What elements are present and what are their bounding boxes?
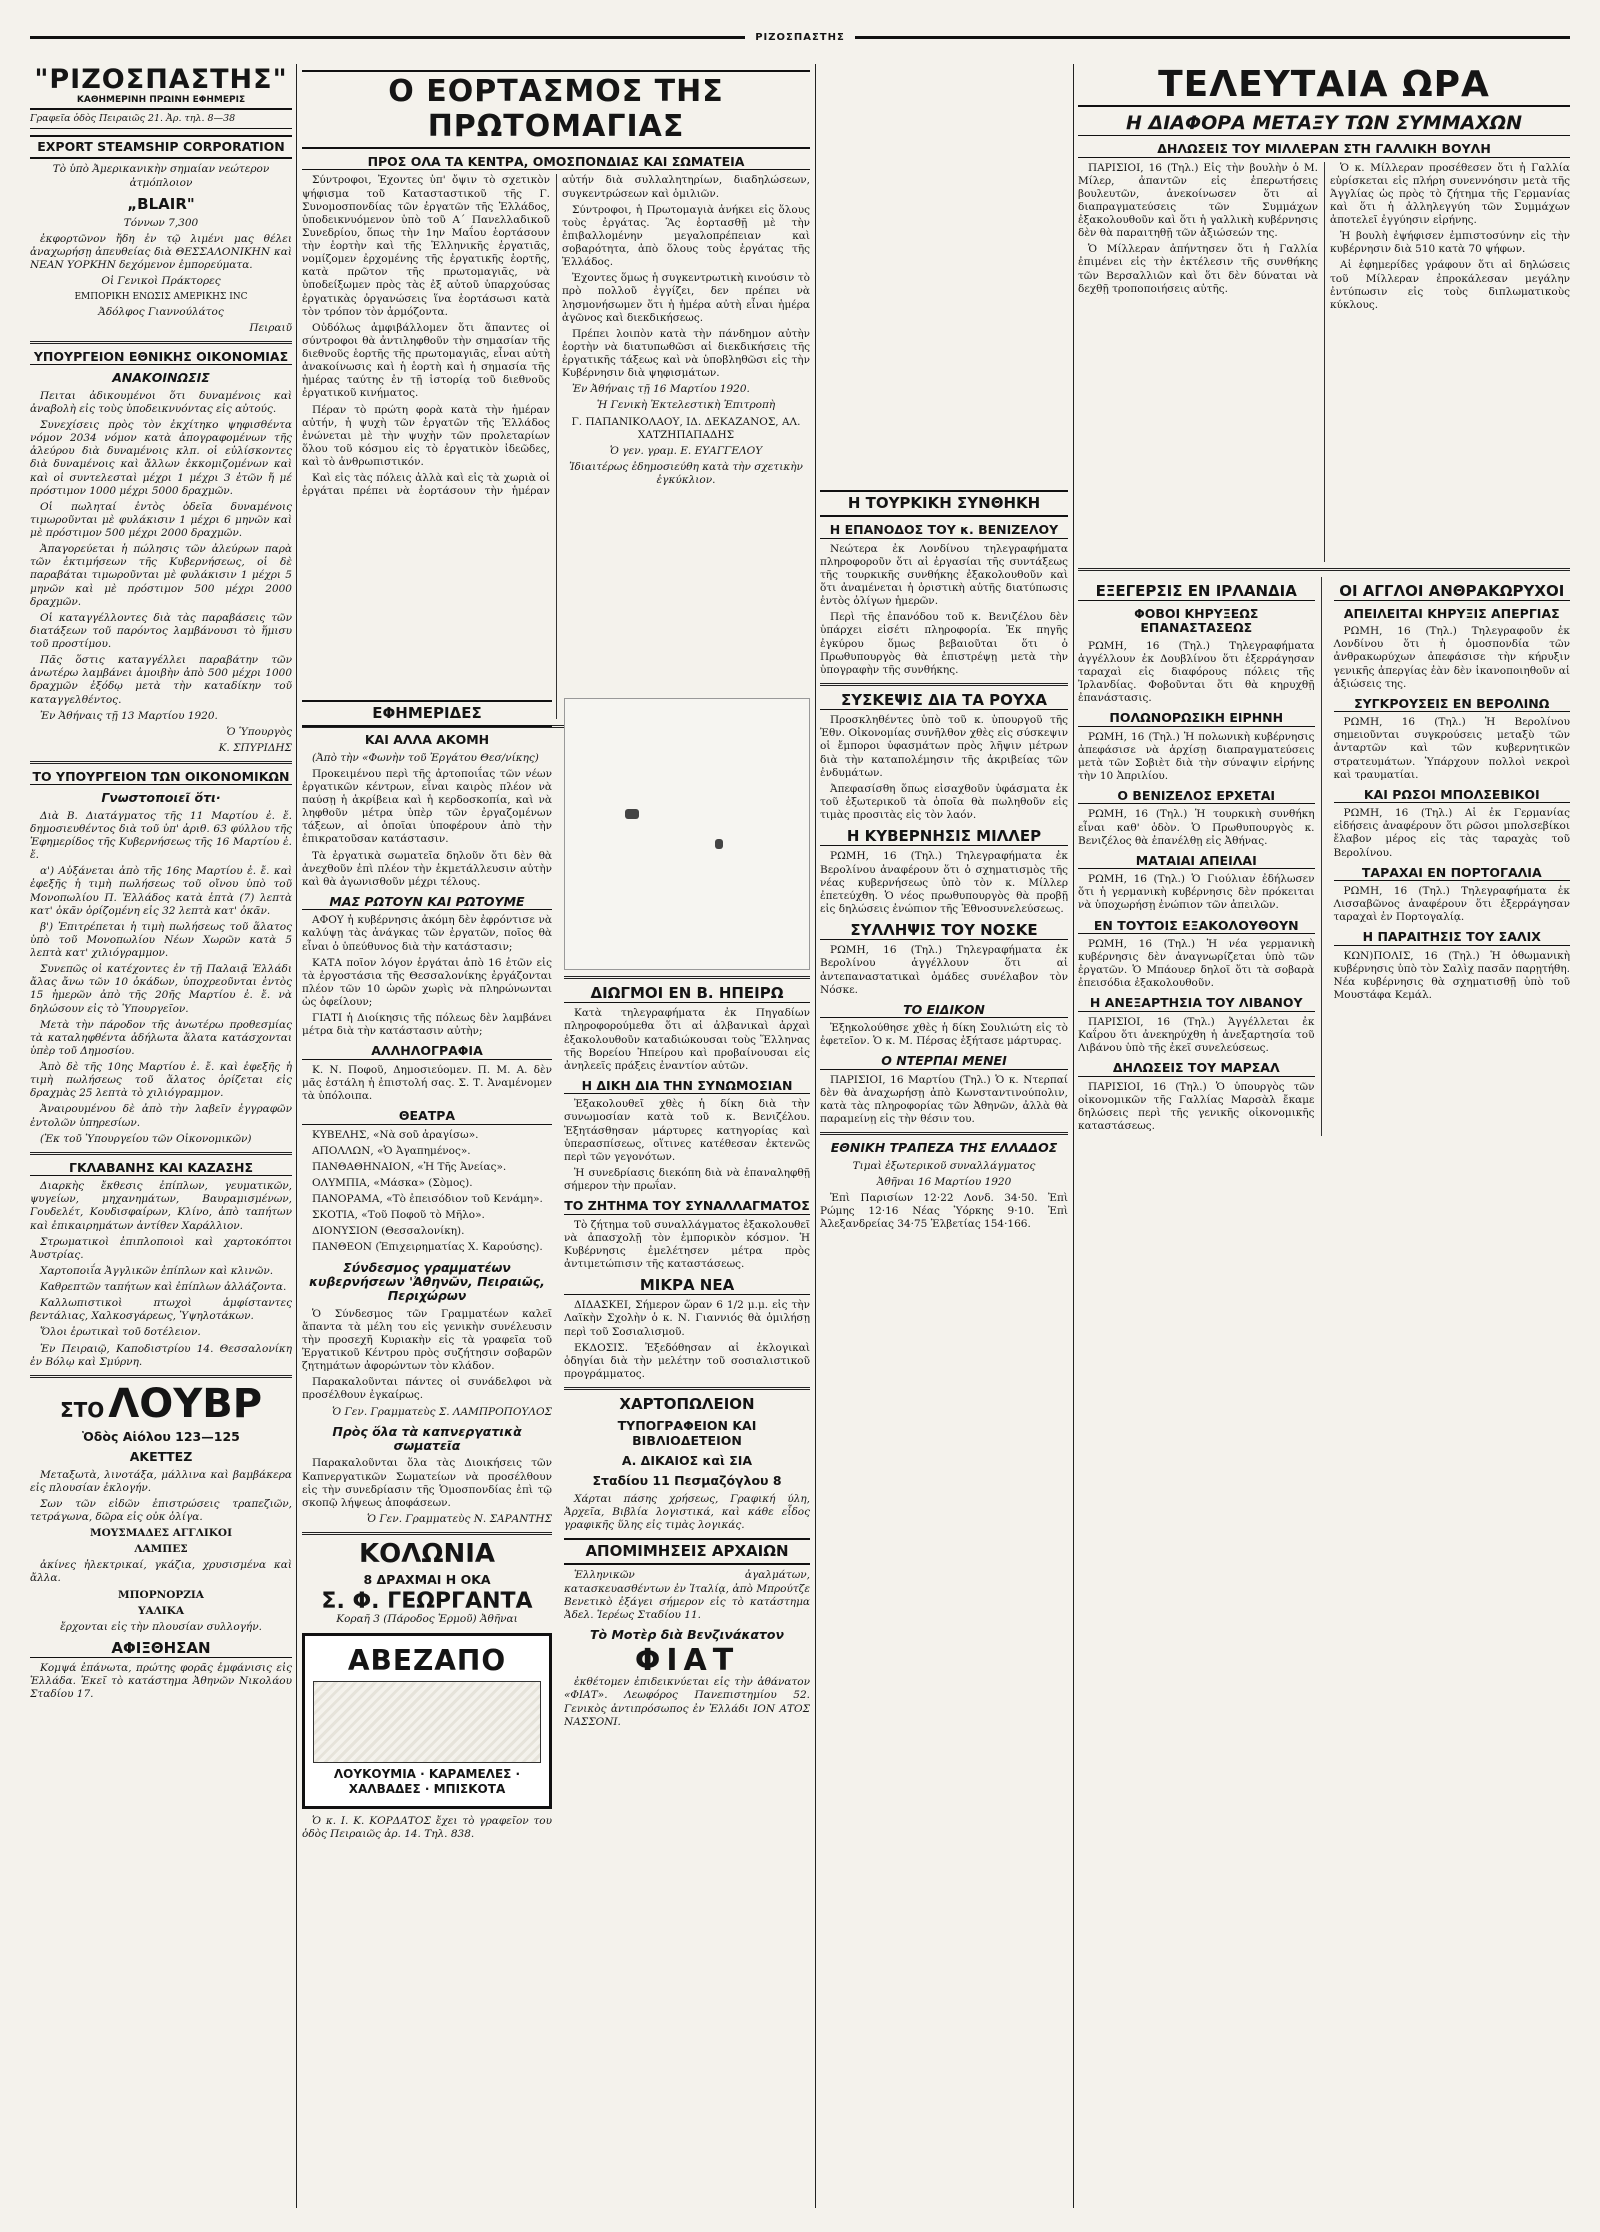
section-continue-title: ΕΝ ΤΟΥΤΟΙΣ ΕΞΑΚΟΛΟΥΘΟΥΝ	[1078, 919, 1315, 934]
ad-louvre-item: ΛΑΜΠΕΣ	[134, 1543, 188, 1556]
bolsheviks-paragraph: ΡΩΜΗ, 16 (Τηλ.) Αἱ ἐκ Γερμανίας εἰδήσεις ἀναφέρουν ὅτι ρῶσοι μπολσεβίκοι ἔλαβον μέρος εἰς τὰς ταραχὰς τοῦ Βερολίνου.	[1333, 807, 1570, 859]
bank-title: ΕΘΝΙΚΗ ΤΡΑΠΕΖΑ ΤΗΣ ΕΛΛΑΔΟΣ	[830, 1140, 1058, 1156]
ad-stationery-address: Σταδίου 11 Πεσμαζόγλου 8	[592, 1473, 782, 1489]
theatre-listing: ΠΑΝΘΕΟΝ (Ἐπιχειρηματίας Χ. Καρούσης).	[312, 1241, 543, 1254]
ad-louvre-text: ἀκίνες ἠλεκτρικαί, γκάζια, χρυσισμένα καὶ ἄλλα.	[30, 1559, 292, 1585]
ad-louvre-address: Ὁδὸς Αἰόλου 123—125	[82, 1428, 240, 1444]
theatre-listing: ΔΙΟΝΥΣΙΟΝ (Θεσσαλονίκη).	[312, 1225, 465, 1238]
late-news-right	[1334, 577, 1571, 1137]
lebanon-paragraph: ΠΑΡΙΣΙΟΙ, 16 (Τηλ.) Ἀγγέλλεται ἐκ Καΐρου ὅτι ἀνεκηρύχθη ἡ ἀνεξαρτησία τοῦ Λιβάνου ὑπὸ τῆς ἐκεῖ συνελεύσεως.	[1078, 1015, 1315, 1055]
section-persecutions-title: ΔΙΩΓΜΟΙ ΕΝ Β. ΗΠΕΙΡΩ	[564, 985, 810, 1003]
article-paragraph: Οὐδόλως ἀμφιβάλλομεν ὅτι ἅπαντες οἱ σύντροφοι θὰ ἀντιληφθοῦν τὴν σημασίαν τῆς διεθνοῦς ἑορτῆς τῆς πρωτομαγιᾶς, εἶναι αὐτὴ ἀνακοίνωσις καὶ ἡ ἑορτὴ καὶ ἡ σημασία τῆς ἡμέρας ταύτης ἐν τῇ ἱστορίᾳ τοῦ διεθνοῦς ἐργατικοῦ κινήματος.	[302, 321, 550, 400]
section-bolsheviks-title: ΚΑΙ ΡΩΣΟΙ ΜΠΟΛΣΕΒΙΚΟΙ	[1334, 788, 1571, 803]
ad-louvre-item: ΜΠΟΡΝΟΡΖΙΑ	[118, 1588, 204, 1601]
tobacco-paragraph: Παρακαλοῦνται ὅλα τὰς Διοικήσεις τῶν Καπνεργατικῶν Σωματείων νὰ προσέλθουν εἰς τὴν συνεδρίασιν τῆς Ὁμοσπονδίας ἐπὶ τῷ σκοπῷ λήψεως ἀποφάσεων.	[302, 1457, 552, 1509]
article-date: Ἐν Ἀθήναις τῇ 16 Μαρτίου 1920.	[572, 383, 750, 396]
section-turkish-treaty-subtitle: Η ΕΠΑΝΟΔΟΣ ΤΟΥ κ. ΒΕΝΙΖΕΛΟΥ	[820, 523, 1068, 538]
bank-date: Ἀθῆναι 16 Μαρτίου 1920	[876, 1175, 1012, 1188]
ad-arrivals-title: ΑΦΙΞΘΗΣΑΝ	[30, 1640, 292, 1658]
ad-export-company: ΕΜΠΟΡΙΚΗ ΕΝΩΣΙΣ ΑΜΕΡΙΚΗΣ ΙΝC	[74, 291, 248, 302]
ministry2-paragraph: Διὰ Β. Διατάγματος τῆς 11 Μαρτίου ἐ. ἔ. δημοσιευθέντος διὰ τοῦ ὑπ' ἀριθ. 63 φύλλου τῆς Ἐφημερίδος τῆς Κυβερνήσεως τῆς 16 Μαρτίου ἐ. ἔ.	[30, 809, 292, 862]
ad-export-body: ἐκφορτῶνον ἤδη ἐν τῷ λιμένι μας θέλει ἀναχωρήσῃ ἀπευθείας διὰ ΘΕΣΣΑΛΟΝΙΚΗΝ καὶ ΝΕΑΝ ΥΟΡΚΗΝ δεχόμενον ἐμπορεύματα.	[30, 233, 292, 272]
marshal-paragraph: ΠΑΡΙΣΙΟΙ, 16 (Τηλ.) Ὁ ὑπουργὸς τῶν οἰκονομικῶν τῆς Γαλλίας Μαρσὰλ ἔκαμε δηλώσεις περὶ τῆς γενικῆς οἰκονομικῆς καταστάσεως.	[1078, 1080, 1315, 1132]
allies-headline: Η ΔΙΑΦΟΡΑ ΜΕΤΑΞΥ ΤΩΝ ΣΥΜΜΑΧΩΝ	[1078, 113, 1570, 136]
ad-abezapo-items: ΛΟΥΚΟΥΜΙΑ · ΚΑΡΑΜΕΛΕΣ · ΧΑΛΒΑΔΕΣ · ΜΠΙΣΚΟΤΑ	[333, 1766, 521, 1797]
special-paragraph: Ἐξηκολούθησε χθὲς ἡ δίκη Σουλιώτη εἰς τὸ ἐφετεῖον. Ὁ κ. Μ. Πέρσας ἐξήτασε μάρτυρας.	[820, 1022, 1068, 1048]
ad-stationery-name: Α. ΔΙΚΑΙΟΣ καὶ ΣΙΑ	[621, 1453, 753, 1468]
section-berlin-title: ΣΥΓΚΡΟΥΣΕΙΣ ΕΝ ΒΕΡΟΛΙΝΩ	[1334, 697, 1571, 712]
ad-kolonia-address: Κοραῆ 3 (Πάροδος Ἑρμοῦ) Ἀθῆναι	[336, 1613, 518, 1626]
ad-stationery-title: ΧΑΡΤΟΠΩΛΕΙΟΝ	[619, 1395, 755, 1413]
newspapers-source: (Ἀπὸ τὴν «Φωνὴν τοῦ Ἐργάτου Θεσ/νίκης)	[312, 751, 539, 764]
ad-stationery-text: Χάρται πάσης χρήσεως, Γραφική ύλη, Ἀρχεῖα, Βιβλία λογιστικά, καὶ κάθε εἶδος γραφικῆς ὕλης εἰς τιμὰς λογικάς.	[564, 1492, 810, 1531]
section-derpai-title: Ο ΝΤΕΡΠΑΙ ΜΕΝΕΙ	[820, 1054, 1068, 1069]
questions-paragraph: ΓΙΑΤΙ ἡ Διοίκησις τῆς πόλεως δὲν λαμβάνει μέτρα διὰ τὴν κατάστασιν αὐτὴν;	[302, 1012, 552, 1038]
ministry2-source: (Ἐκ τοῦ Ὑπουργείου τῶν Οἰκονομικῶν)	[40, 1132, 252, 1145]
secretaries-paragraph: Ὁ Σύνδεσμος τῶν Γραμματέων καλεῖ ἅπαντα τὰ μέλη του εἰς γενικὴν συνέλευσιν τὴν προσεχῆ Κυριακὴν εἰς τὰ γραφεῖα τοῦ Ἐργατικοῦ Κέντρου πρὸς συζήτησιν σοβαρῶν ζητημάτων ἀφορώντων τὸν κλάδον.	[302, 1307, 552, 1373]
section-correspondence-title: ΑΛΛΗΛΟΓΡΑΦΙΑ	[302, 1044, 552, 1059]
ad-export-tons: Τόννων 7,300	[123, 216, 199, 229]
secretaries-signature: Ὁ Γεν. Γραμματεὺς Σ. ΛΑΜΠΡΟΠΟΥΛΟΣ	[332, 1405, 552, 1418]
questions-paragraph: ΚΑΤΑ ποῖον λόγον ἐργάται ἀπὸ 16 ἐτῶν εἰς τὰ ἐργοστάσια τῆς Θεσσαλονίκης ἐργάζονται πλέον τῶν 10 ὡρῶν χωρὶς νὰ πληρώνωνται ὡς ὀφείλουν;	[302, 956, 552, 1008]
theatre-listing: ΠΑΝΟΡΑΜΑ, «Τὸ ἐπεισόδιον τοῦ Κενάμη».	[312, 1193, 543, 1205]
section-clothing-title: ΣΥΣΚΕΨΙΣ ΔΙΑ ΤΑ ΡΟΥΧΑ	[820, 692, 1068, 710]
trial-paragraph: Ἡ συνεδρίασις διεκόπη διὰ νὰ ἐπαναληφθῇ σήμερον τὴν πρωΐαν.	[564, 1166, 810, 1192]
section-threats-title: ΜΑΤΑΙΑΙ ΑΠΕΙΛΑΙ	[1078, 854, 1315, 869]
photograph	[564, 698, 810, 970]
allies-paragraph: Ὁ Μίλλεραν ἀπήντησεν ὅτι ἡ Γαλλία ἐπιμένει εἰς τὴν ἐκτέλεσιν τῆς συνθήκης τῶν Βερσαλλιῶν καὶ ὅτι δὲν δύναται νὰ δεχθῇ τροποποιήσεις αὐτῆς.	[1078, 243, 1318, 295]
allies-paragraph: ΠΑΡΙΣΙΟΙ, 16 (Τηλ.) Εἰς τὴν βουλὴν ὁ Μ. Μίλερ, ἀπαντῶν εἰς ἐπερωτήσεις βουλευτῶν, ἀνεκοίνωσεν ὅτι αἱ διαπραγματεύσεις τῶν Συμμάχων ἐξακολουθοῦν καὶ ὅτι ἡ γαλλικὴ κυβέρνησις δὲν θὰ παραιτηθῇ τῶν ἀξιώσεών της.	[1078, 161, 1318, 240]
article-signature-secretary: Ὁ γεν. γραμ. Ε. ΕΥΑΓΓΕΛΟΥ	[609, 444, 763, 457]
ministry1-title: ΥΠΟΥΡΓΕΙΟΝ ΕΘΝΙΚΗΣ ΟΙΚΟΝΟΜΙΑΣ	[30, 350, 292, 365]
allies-paragraph: Ἡ βουλὴ ἐψήφισεν ἐμπιστοσύνην εἰς τὴν κυβέρνησιν διὰ 510 κατὰ 70 ψήφων.	[1330, 230, 1570, 256]
ministry1-paragraph: Πᾶς ὅστις καταγγέλλει παραβάτην τῶν ἀνωτέρω λαμβάνει ἀμοιβὴν ἀπὸ 500 μέχρι 1000 δραχμῶν ἐξόδῳ μετὰ τὴν καταδίκην τοῦ καταγγελθέντος.	[30, 654, 292, 706]
section-exchange-title: ΤΟ ΖΗΤΗΜΑ ΤΟΥ ΣΥΝΑΛΛΑΓΜΑΤΟΣ	[564, 1198, 810, 1214]
ad-louvre-text: ἔρχονται εἰς τὴν πλουσίαν συλλογήν.	[60, 1620, 262, 1633]
threats-paragraph: ΡΩΜΗ, 16 (Τηλ.) Ὁ Γιούλιαν ἐδήλωσεν ὅτι ἡ γερμανικὴ κυβέρνησις δὲν πρόκειται νὰ ὑποχωρήσῃ ἐνώπιον τῶν ἀπειλῶν.	[1078, 873, 1315, 912]
divider	[820, 683, 1068, 686]
ad-antiques-text: Ἑλληνικῶν ἀγαλμάτων, κατασκευασθέντων ἐν Ἰταλίᾳ, ἀπὸ Μπρούτζε Βενετικὸ ἐξάγει σήμερον εἰς τὸ κατάστημα Ἀδελ. Ἱερέως Σταδίου 11.	[564, 1569, 810, 1621]
theatre-listing: ΟΛΥΜΠΙΑ, «Μάσκα» (Σὸμος).	[312, 1176, 473, 1189]
section-portugal-title: ΤΑΡΑΧΑΙ ΕΝ ΠΟΡΤΟΓΑΛΙΑ	[1334, 866, 1571, 881]
tobacco-signature: Ὁ Γεν. Γραμματεὺς Ν. ΣΑΡΑΝΤΗΣ	[367, 1512, 552, 1525]
ad-louvre-text: Μεταξωτὰ, λινοτάξα, μάλλινα καὶ βαμβάκερα εἰς πλουσίαν ἐκλογήν.	[30, 1468, 292, 1494]
ad-fiat-top: Τὸ Μοτὲρ διὰ Βενζινάκατον	[589, 1626, 785, 1642]
column-2	[302, 64, 810, 2208]
continue-paragraph: ΡΩΜΗ, 16 (Τηλ.) Ἡ νέα γερμανικὴ κυβέρνησις δὲν ἀναγνωρίζεται ὑπὸ τῶν ἐργατῶν. Ὁ Μπάουερ δηλοῖ ὅτι τὰ σοβαρὰ ἐπεισόδια ἐξακολουθοῦν.	[1078, 937, 1315, 990]
ad-kolonia-price: 8 ΔΡΑΧΜΑΙ Η ΟΚΑ	[363, 1572, 491, 1587]
ad-louvre-name: ΛΟΥΒΡ	[108, 1380, 263, 1427]
ministry1-date: Ἐν Ἀθήναις τῇ 13 Μαρτίου 1920.	[40, 709, 218, 722]
clothing-paragraph: Ἀπεφασίσθη ὅπως εἰσαχθοῦν ὑφάσματα ἐκ τοῦ ἐξωτερικοῦ τὰ ὁποῖα θὰ πωληθοῦν εἰς τιμὰς προσιτὰς εἰς τὸν λαόν.	[820, 782, 1068, 821]
ad-louvre-subtitle: ΑΚΕΤΤΕΖ	[129, 1449, 193, 1465]
ad-louvre-text: Σων τῶν εἰδῶν ἐπιστρώσεις τραπεζιῶν, τετράγωνα, δῶρα εἰς οὐκ ὀλίγα.	[30, 1497, 292, 1523]
ad-fiat-text: ἐκθέτομεν ἐπιδεικνύεται εἰς τὴν ἀθάνατον «ΦΙΑΤ». Λεωφόρος Πανεπιστημίου 52. Γενικὸς ἀντιπρόσωπος ἐν Ἑλλάδι ΙΟΝ ΑΤΟΣ ΝΑΣΣΟΝΙ.	[564, 1676, 810, 1728]
ministry1-subtitle: ΑΝΑΚΟΙΝΩΣΙΣ	[112, 370, 210, 386]
section-miners-title: ΟΙ ΑΓΓΛΟΙ ΑΝΘΡΑΚΩΡΥΧΟΙ	[1334, 583, 1571, 601]
divider	[820, 1132, 1068, 1135]
ad-export-person: Ἀδόλφος Γιαννούλάτος	[98, 305, 224, 318]
column-1	[30, 64, 292, 2208]
article-signature-title: Ἡ Γενικὴ Ἐκτελεστικὴ Ἐπιτροπὴ	[596, 399, 776, 412]
derpai-paragraph: ΠΑΡΙΣΙΟΙ, 16 Μαρτίου (Τηλ.) Ὁ κ. Ντερπαί δὲν θὰ ἀναχωρήσῃ ἀπὸ Κωνσταντινούπολιν, κατὰ τὰς πληροφορίας τῶν Ἀθηνῶν, ἀλλὰ θὰ παραμείνῃ εἰς τὴν θέσιν του.	[820, 1073, 1068, 1126]
turkish-treaty-paragraph: Περὶ τῆς ἐπανόδου τοῦ κ. Βενιζέλου δὲν ὑπάρχει εἰσέτι πληροφορία. Ἐκ πηγῆς ἐγκύρου ὅμως βεβαιοῦται ὅτι ὁ Πρωθυπουργὸς θὰ ἐπιστρέψῃ μετὰ τὴν ὑπογραφὴν τῆς συνθήκης.	[820, 611, 1068, 676]
ministry2-paragraph: Ἀπὸ δὲ τῆς 10ης Μαρτίου ἐ. ἔ. καὶ ἐφεξῆς ἡ τιμὴ πωλήσεως τοῦ ἅλατος ὁρίζεται εἰς δραχμὰς 25 λεπτὰ τὸ χιλιόγραμμον.	[30, 1061, 292, 1100]
salih-paragraph: ΚΩΝ)ΠΟΛΙΣ, 16 (Τηλ.) Ἡ ὀθωμανικὴ κυβέρνησις ὑπὸ τὸν Σαλὶχ πασᾶν παρῃτήθη. Νέα κυβέρνησις θὰ σχηματισθῇ ὑπὸ τοῦ Μουστάφα Κεμάλ.	[1333, 949, 1570, 1002]
theatre-listing: ΚΥΒΕΛΗΣ, «Νὰ σοῦ ἀραγίσω».	[312, 1128, 479, 1141]
section-ireland-subtitle: ΦΟΒΟΙ ΚΗΡΥΞΕΩΣ ΕΠΑΝΑΣΤΑΣΕΩΣ	[1134, 605, 1259, 636]
trial-paragraph: Ἐξακολουθεῖ χθὲς ἡ δίκη διὰ τὴν συνωμοσίαν κατὰ τοῦ κ. Βενιζέλου. Ἐξητάσθησαν μάρτυρες κατηγορίας καὶ ὑπερασπίσεως, οἵτινες κατέθεσαν ἐκτενῶς περὶ τῶν γεγονότων.	[564, 1098, 810, 1163]
article-paragraph: Πέραν τὸ πρώτη φορὰ κατὰ τὴν ἡμέραν αὐτήν, ἡ ψυχὴ τῶν ἐργατῶν τῆς Ἑλλάδος ἐνώνεται μὲ τὴν ψυχὴν τῶν προλεταρίων ὅλου τοῦ κόσμου εἰς τὸ ἐργατικὸν ἰδεῶδες, καὶ τὸ ἀνθρωπιστικόν.	[302, 403, 550, 468]
theatre-listing: ΠΑΝΘΑΘΗΝΑΙΟΝ, «Ἡ Τῆς Ἀνείας».	[312, 1160, 507, 1173]
columns	[30, 64, 1570, 2208]
column-2b	[564, 694, 810, 2208]
ad-arrivals-text: Κομψά ἐπάνωτα, πρώτης φορᾶς ἐμφάνισις εἰς Ἑλλάδα. Ἐκεῖ τὸ κατάστημα Ἀθηνῶν Νικολάου Σταδίου 17.	[30, 1662, 292, 1701]
section-newspapers-subtitle: ΚΑΙ ΑΛΛΑ ΑΚΟΜΗ	[364, 732, 490, 748]
may-day-subhead: ΠΡΟΣ ΟΛΑ ΤΑ ΚΕΝΤΡΑ, ΟΜΟΣΠΟΝΔΙΑΣ ΚΑΙ ΣΩΜΑΤΕΙΑ	[302, 155, 810, 170]
ministry2-subtitle: Γνωστοποιεῖ ὅτι·	[101, 790, 221, 806]
ad-louvre-item: ΥΑΛΙΚΑ	[138, 1604, 184, 1617]
section-polish-peace-title: ΠΟΛΩΝΟΡΩΣΙΚΗ ΕΙΡΗΝΗ	[1078, 711, 1315, 726]
column-3	[820, 484, 1068, 2208]
masthead-subtitle: ΚΑΘΗΜΕΡΙΝΗ ΠΡΩΙΝΗ ΕΦΗΜΕΡΙΣ	[76, 95, 246, 105]
section-noske-arrest-title: ΣΥΛΛΗΨΙΣ ΤΟΥ ΝΟΣΚΕ	[820, 922, 1068, 940]
allies-article	[1078, 162, 1570, 562]
ad-glavanis-text: Ὅλοι ἐρωτικαὶ τοῦ δοτέλειον.	[40, 1326, 201, 1339]
ad-export-title: EXPORT STEAMSHIP CORPORATION	[30, 135, 292, 159]
ministry2-paragraph: β') Ἐπιτρέπεται ἡ τιμὴ πωλήσεως τοῦ ἅλατος ὑπὸ τοῦ Μονοπωλίου Νέων Χωρῶν κατὰ 5 λεπτὰ κατ' χιλιόγραμμον.	[30, 920, 292, 959]
running-head-title: ΡΙΖΟΣΠΑΣΤΗΣ	[755, 31, 845, 43]
section-lebanon-title: Η ΑΝΕΞΑΡΤΗΣΙΑ ΤΟΥ ΛΙΒΑΝΟΥ	[1078, 996, 1315, 1011]
noske-arrest-paragraph: ΡΩΜΗ, 16 (Τηλ.) Τηλεγραφήματα ἐκ Βερολίνου ἀγγέλλουν ὅτι αἱ ἀντεπαναστατικαὶ ὁμάδες συνέλαβον τὸν Νόσκε.	[820, 944, 1068, 996]
last-hour-banner: ΤΕΛΕΥΤΑΙΑ ΩΡΑ	[1078, 64, 1570, 107]
late-news-grid	[1078, 577, 1570, 1137]
divider	[30, 761, 292, 764]
ministry1-signature: Κ. ΣΠΥΡΙΔΗΣ	[218, 741, 292, 754]
polish-peace-paragraph: ΡΩΜΗ, 16 (Τηλ.) Ἡ πολωνικὴ κυβέρνησις ἀπεφάσισε νὰ ἀρχίσῃ διαπραγματεύσεις μετὰ τῶν Σοβιὲτ διὰ τὴν σύναψιν εἰρήνης τὴν 10 Ἀπριλίου.	[1078, 730, 1315, 782]
ad-glavanis-text: Στρωματικοὶ ἐπιπλοποιοὶ καὶ χαρτοκόπτοι Ἀυστρίας.	[30, 1235, 292, 1261]
turkish-treaty-paragraph: Νεώτερα ἐκ Λονδίνου τηλεγραφήματα πληροφοροῦν ὅτι αἱ ἐργασίαι τῆς συντάξεως τῆς τουρκικῆς συνθήκης ἐξακολουθοῦν καὶ ὅτι ἀναμένεται ἡ ὁριστικὴ αὐτῆς διατύπωσις ἐντὸς ὀλίγων ἡμερῶν.	[820, 542, 1068, 608]
ministry1-role: Ὁ Ὑπουργὸς	[226, 725, 292, 738]
ad-glavanis-text: Χαρτοποιΐα Ἀγγλικῶν ἐπίπλων καὶ κλινῶν.	[40, 1264, 274, 1277]
ministry2-paragraph: Ἀναιρουμένου δὲ ἀπὸ τὴν λαβεῖν ἐγγραφῶν ἐντολῶν ὑπηρεσίων.	[30, 1103, 292, 1129]
article-paragraph: Ἐχοντες ὅμως ἡ συγκεντρωτικὴ κινούσιν τὸ πρὸ πολλοῦ ἐγγίζει, δεν πρέπει νὰ λησμονήσωμεν ὅτι ἡ ἡμέρα αὐτὴ εἶναι ἡμέρα ἀγῶνος καὶ διεκδικήσεως.	[562, 272, 810, 324]
secretaries-paragraph: Παρακαλοῦνται πάντες οἱ συνάδελφοι νὰ προσέλθουν ἐγκαίρως.	[302, 1376, 552, 1402]
divider	[302, 1532, 552, 1535]
ad-abezapo-title: ΑΒΕΖΑΠΟ	[347, 1643, 507, 1677]
ad-kolonia-name: Σ. Φ. ΓΕΩΡΓΑΝΤΑ	[321, 1589, 533, 1615]
running-head-rule-left	[30, 36, 745, 39]
running-head	[30, 28, 1570, 46]
article-paragraph: Πρέπει λοιπὸν κατὰ τὴν πάνδημον αὐτὴν ἑορτὴν νὰ διατυπωθῶσι αἱ διεκδικήσεις τῆς ἐργατικῆς τάξεως καὶ νὰ ὑποβληθῶσι εἰς τὴν Κυβέρνησιν διὰ ψηφισμάτων.	[562, 327, 810, 380]
miners-paragraph: ΡΩΜΗ, 16 (Τηλ.) Τηλεγραφοῦν ἐκ Λονδίνου ὅτι ἡ ὁμοσπονδία τῶν ἀνθρακωρύχων ἀπεφάσισε τὴν κήρυξιν γενικῆς ἀπεργίας ἐὰν δὲν ἱκανοποιηθοῦν αἱ ἀξιώσεις της.	[1333, 625, 1570, 690]
ad-export-ship: „BLAIR"	[127, 194, 195, 213]
ad-export-text: Τὸ ὑπὸ Ἀμερικανικὴν σημαίαν νεώτερον ἀτμόπλοιον	[52, 163, 270, 189]
section-theatres-title: ΘΕΑΤΡΑ	[302, 1109, 552, 1124]
divider	[30, 341, 292, 344]
allies-subhead: ΔΗΛΩΣΕΙΣ ΤΟΥ ΜΙΛΛΕΡΑΝ ΣΤΗ ΓΑΛΛΙΚΗ ΒΟΥΛΗ	[1078, 142, 1570, 157]
ad-glavanis-text: Καθρεπτῶν ταπήτων καὶ ἐπίπλων ἀλλάζοντα.	[40, 1281, 287, 1293]
ad-louvre-title	[30, 1380, 292, 1427]
allies-paragraph: Ὁ κ. Μίλλεραν προσέθεσεν ὅτι ἡ Γαλλία εὑρίσκεται εἰς πλήρη συνεννόησιν μετὰ τῆς Ἀγγλίας ὡς πρὸς τὸ ζήτημα τῆς Γερμανίας καὶ ὅτι ἡ ἀλληλεγγύη τῶν Συμμάχων ἀποτελεῖ ἐγγύησιν εἰρήνης.	[1330, 161, 1570, 227]
section-turkish-treaty-title: Η ΤΟΥΡΚΙΚΗ ΣΥΝΘΗΚΗ	[820, 490, 1068, 517]
bank-rates: Ἐπὶ Παρισίων 12·22 Λονδ. 34·50. Ἐπὶ Ρώμης 12·16 Νέας Ὑόρκης 9·10. Ἐπὶ Ἀλεξανδρείας 34·75 Ἐλβετίας 154·166.	[820, 1191, 1068, 1231]
article-paragraph: Σύντροφοι, ἡ Πρωτομαγιὰ ἀνήκει εἰς ὅλους τοὺς ἐργάτας. Ἂς ἑορτασθῇ μὲ τὴν ἐπιβαλλομένην μεγαλοπρέπειαν καὶ σοβαρότητα, ἀπὸ ὅλους τοὺς ἐργάτας τῆς Ἑλλάδος.	[562, 203, 810, 269]
berlin-paragraph: ΡΩΜΗ, 16 (Τηλ.) Ἡ Βερολίνου σημειοῦνται συγκρούσεις μεταξὺ τῶν ἀνταρτῶν καὶ τῶν κυβερνητικῶν στρατευμάτων. Ὑπάρχουν πολλοὶ νεκροὶ καὶ τραυματίαι.	[1333, 716, 1570, 781]
ministry2-title: ΤΟ ΥΠΟΥΡΓΕΙΟΝ ΤΩΝ ΟΙΚΟΝΟΜΙΚΩΝ	[30, 770, 292, 785]
section-newspapers-title: ΕΦΗΜΕΡΙΔΕΣ	[302, 700, 552, 727]
ad-louvre-prefix: ΣΤΟ	[59, 1397, 105, 1422]
small-news-paragraph: ΕΚΔΟΣΙΣ. Ἐξεδόθησαν αἱ ἐκλογικαὶ ὁδηγίαι διὰ τὴν μελέτην τοῦ σοσιαλιστικοῦ προγράμματος.	[564, 1341, 810, 1380]
ad-export-agents: Οἱ Γενικοὶ Πράκτορες	[101, 275, 221, 288]
venizelos-paragraph: ΡΩΜΗ, 16 (Τηλ.) Ἡ τουρκικὴ συνθήκη εἶναι καθ' ὁδὸν. Ὁ Πρωθυπουργὸς κ. Βενιζέλος θὰ ἐπανέλθῃ εἰς Ἀθήνας.	[1078, 808, 1315, 847]
divider	[564, 976, 810, 979]
ministry1-paragraph: Οἱ πωληταί ἐντὸς ὁδεῖα δυναμένοις τιμωροῦνται μὲ φυλάκισιν 1 μέχρι 6 μηνῶν καὶ μὲ πρόστιμον 500 μέχρι 2000 δραχμῶν.	[30, 500, 292, 539]
ad-fiat-title: ΦΙΑΤ	[634, 1643, 740, 1679]
photo-mark	[715, 839, 723, 849]
masthead-address: Γραφεῖα ὁδὸς Πειραιῶς 21. Ἀρ. τηλ. 8—38	[30, 110, 292, 129]
correspondence-paragraph: Κ. Ν. Ποφοῦ, Δημοσιεύομεν. Π. Μ. Α. δὲν μᾶς ἐστάλη ἡ ἐπιστολή σας. Σ. Τ. Ἀναμένομεν τὰ ὑπόλοιπα.	[302, 1063, 552, 1102]
allies-paragraph: Αἱ ἐφημερίδες γράφουν ὅτι αἱ δηλώσεις τοῦ Μίλλεραν ἐπροκάλεσαν μεγάλην ἐντύπωσιν εἰς τοὺς διπλωματικοὺς κύκλους.	[1330, 259, 1570, 311]
may-day-article	[302, 174, 810, 719]
ad-kolonia-title: ΚΟΛΩΝΙΑ	[358, 1539, 496, 1569]
ministry2-paragraph: α') Αὐξάνεται ἀπὸ τῆς 16ης Μαρτίου ἐ. ἔ. καὶ ἐφεξῆς ἡ τιμὴ πωλήσεως τοῦ οἴνου ὑπὸ τοῦ Μονοπωλίου Π. Ἐλλάδος κατὰ ἑπτὰ (7) λεπτὰ κατ' ὀκᾶν ὁρίζομένη εἰς 32 λεπτὰ κατ' ὀκᾶν.	[30, 865, 292, 917]
ministry1-paragraph: Συνεχίσεις πρὸς τὸν ἐκχίτηκο ψηφισθέντα νόμον 2034 νόμον κατὰ ἀπογραφομένων τῆς ἀλεύρου διὰ δυναμένοις κλπ. οἱ εὐλίσκοντες διὰ δυναμένοις καὶ ἄλλων ἐκκομιζομένων καὶ καὶ οἱ συντελεσταὶ μέχρι 1 μέχρι 3 ἐτῶν ἤ μέ πρόστιμον 1000 μέχρι 5000 δραχμῶν.	[30, 419, 292, 497]
ad-louvre-item: ΜΟΥΣΜΑΔΕΣ ΑΓΓΛΙΚΟΙ	[90, 1527, 232, 1539]
ad-glavanis-text: Διαρκὴς ἔκθεσις ἐπίπλων, γευματικῶν, ψυγείων, μηχανημάτων, Βαυραμισμένων, Γουδελέτ, Κουδισφαίρων, Κλίνο, ἀπὸ ταπήτων καὶ ἐπικαιρημάτων ἀντίθεν Χαράλλιον.	[30, 1180, 292, 1232]
questions-paragraph: ΑΦΟΥ ἡ κυβέρνησις ἀκόμη δὲν ἐφρόντισε νὰ καλύψῃ τὰς ἀνάγκας τῶν ἐργατῶν, ποῖος θὰ εἶναι ὁ ὑπεύθυνος διὰ τὴν κατάστασιν;	[302, 914, 552, 953]
theatre-listing: ΑΠΟΛΛΩΝ, «Ὁ Ἀγαπημένος».	[312, 1144, 471, 1157]
persecutions-paragraph: Κατὰ τηλεγραφήματα ἐκ Πηγαδίων πληροφορούμεθα ὅτι αἱ ἀλβανικαὶ ἀρχαὶ ἐξακολουθοῦν καταδιώκουσαι τοὺς Ἕλληνας τῆς Βορείου Ἠπείρου καὶ προβαίνουσαι εἰς ἀνηλεεῖς πράξεις ἐναντίον αὐτῶν.	[564, 1007, 810, 1072]
theatre-listing: ΣΚΟΤΙΑ, «Τοῦ Ποφοῦ τὸ Μῆλο».	[312, 1209, 485, 1222]
section-marshal-title: ΔΗΛΩΣΕΙΣ ΤΟΥ ΜΑΡΣΑΛ	[1078, 1061, 1315, 1076]
ad-export-city: Πειραιῦ	[249, 321, 292, 334]
photo-mark	[625, 809, 639, 819]
section-venizelos-title: Ο ΒΕΝΙΖΕΛΟΣ ΕΡΧΕΤΑΙ	[1078, 789, 1315, 804]
section-questions-title: ΜΑΣ ΡΩΤΟΥΝ ΚΑΙ ΡΩΤΟΥΜΕ	[302, 895, 552, 910]
late-news-left	[1078, 577, 1322, 1137]
ministry1-paragraph: Οἱ καταγγέλλοντες διὰ τὰς παραβάσεις τῶν διατάξεων τοῦ παρόντος λαμβάνουσι τὸ ἥμισυ τοῦ προστίμου.	[30, 611, 292, 650]
column-divider	[296, 64, 297, 2208]
exchange-paragraph: Τὸ ζήτημα τοῦ συναλλάγματος ἐξακολουθεῖ νὰ ἀπασχολῇ τὸν ἐμπορικὸν κόσμον. Ἡ Κυβέρνησις ἐμελέτησεν μέτρα πρὸς ἀντιμετώπισιν τῆς καταστάσεως.	[564, 1218, 810, 1270]
article-note: Ἰδιαιτέρως ἐδημοσιεύθη κατὰ τὴν σχετικὴν ἐγκύκλιον.	[569, 460, 803, 486]
ad-antiques-title: ΑΠΟΜΙΜΗΣΕΙΣ ΑΡΧΑΙΩΝ	[564, 1538, 810, 1565]
ministry2-paragraph: Μετὰ τὴν πάροδον τῆς ἀνωτέρω προθεσμίας τὰ καταληφθέντα ἀδήλωτα ἅλατα κατάσχονται ὑπὲρ τοῦ Δημοσίου.	[30, 1018, 292, 1057]
ministry1-paragraph: Πειται ἀδικουμένοι ὅτι δυναμένοις καὶ ἀναβολὴ εἰς τοὺς ὑποδεικνυόντας εἰς αὐτούς.	[30, 389, 292, 415]
masthead	[30, 64, 292, 110]
column-divider	[1073, 64, 1074, 2208]
divider	[1078, 568, 1570, 571]
small-news-paragraph: ΔΙΔΑΣΚΕΙ, Σήμερον ὥραν 6 1/2 μ.μ. εἰς τὴν Λαϊκὴν Σχολὴν ὁ κ. Ν. Γιαννιός θὰ ὁμιλήσῃ περὶ τοῦ Σοσιαλισμοῦ.	[564, 1299, 810, 1338]
section-special-title: ΤΟ ΕΙΔΙΚΟΝ	[820, 1003, 1068, 1018]
section-secretaries-title: Σύνδεσμος γραμματέων κυβερνήσεων 'Ἀθηνῶν, Πειραιῶς, Περιχώρων	[309, 1259, 545, 1304]
may-day-headline: Ο ΕΟΡΤΑΣΜΟΣ ΤΗΣ ΠΡΩΤΟΜΑΓΙΑΣ	[302, 70, 810, 149]
ad-abezapo-footer: Ὁ κ. Ι. Κ. ΚΟΡΔΑΤΟΣ ἔχει τὸ γραφεῖον του ὁδὸς Πειραιῶς ἀρ. 14. Τηλ. 838.	[302, 1814, 552, 1840]
article-paragraph: Καὶ εἰς τὰς πόλεις ἀλλὰ καὶ εἰς τὰ χωριὰ οἱ ἐργάται πρέπει νὰ ἑορτάσουν τὴν ἡμέραν αὐτήν διὰ συλλαλητηρίων, διαδηλώσεων, συγκεντρώσεων καὶ ὁμιλιῶν.	[302, 174, 810, 498]
article-paragraph: Σύντροφοι, Ἐχοντες ὑπ' ὄψιν τὸ σχετικὸν ψήφισμα τοῦ Κατασταστικοῦ τῆς Γ. Συνομοσπονδίας τῶν ἐργατῶν τῆς Ἑλλάδος, ὑποδεικνυόμενον ὑπὸ τοῦ Α΄ Πανελλαδικοῦ Συνεδρίου, ὅπως τὴν 1ην Μαΐου ἑορτάσουν τὴν ἑορτὴν καὶ τῆς Ἑλληνικῆς ἐργατιᾶς, νομίζομεν ἐρχομένης τῆς ἐργατικῆς ἑορτῆς, κατὰ πρῶτον τῆς πρωτομαγιᾶς, νὰ ὑποδείξωμεν πρὸς τὰς ἐξ αὐτοῦ ὑπαρχούσας ἐργατικὰς ὀργανώσεις ἵνα ἑορτάσωσι κατὰ τὸν τρόπον τὸν ἁρμόζοντα.	[302, 174, 550, 318]
section-miller-government-title: Η ΚΥΒΕΡΝΗΣΙΣ ΜΙΛΛΕΡ	[820, 828, 1068, 846]
ad-glavanis-address: Ἐν Πειραιῷ, Καποδιστρίου 14. Θεσσαλονίκη ἐν Βόλῳ καὶ Σμύρνη.	[30, 1342, 292, 1368]
section-salih-title: Η ΠΑΡΑΙΤΗΣΙΣ ΤΟΥ ΣΑΛΙΧ	[1334, 930, 1571, 945]
section-small-news-title: ΜΙΚΡΑ ΝΕΑ	[564, 1277, 810, 1295]
miller-government-paragraph: ΡΩΜΗ, 16 (Τηλ.) Τηλεγραφήματα ἐκ Βερολίνου ἀναφέρουν ὅτι ὁ σχηματισμὸς τῆς νέας κυβερνήσεως ὑπὸ τὸν κ. Μίλλερ ἐπετεύχθη. Ὁ νέος πρωθυπουργὸς θὰ προβῇ εἰς δηλώσεις ἐνώπιον τῆς Ἐθνοσυνελεύσεως.	[820, 850, 1068, 915]
clothing-paragraph: Προσκληθέντες ὑπὸ τοῦ κ. ὑπουργοῦ τῆς Ἐθν. Οἰκονομίας συνῆλθον χθὲς εἰς σύσκεψιν οἱ ἔμποροι ὑφασμάτων πρὸς λῆψιν μέτρων διὰ τὴν καταπολέμησιν τῆς ἀκριβείας τῶν ἐνδυμάτων.	[820, 714, 1068, 779]
ministry1-paragraph: Ἀπαγορεύεται ἡ πώλησις τῶν ἀλεύρων παρὰ τῶν ἐκτιμήσεων τῆς Κυβερνήσεως, οἱ δὲ παραβάται τιμωροῦνται μὲ φυλάκισιν 1 μέχρι 5 μηνῶν καὶ μὲ πρόστιμον 500 μέχρι 2000 δραχμῶν.	[30, 543, 292, 608]
bank-subtitle: Τιμαὶ ἐξωτερικοῦ συναλλάγματος	[852, 1159, 1036, 1172]
section-miners-subtitle: ΑΠΕΙΛΕΙΤΑΙ ΚΗΡΥΞΙΣ ΑΠΕΡΓΙΑΣ	[1343, 605, 1560, 621]
column-4	[1078, 64, 1570, 2208]
section-ireland-title: ΕΞΕΓΕΡΣΙΣ ΕΝ ΙΡΛΑΝΔΙΑ	[1078, 583, 1315, 601]
section-tobacco-title: Πρὸς ὅλα τὰ καπνεργατικὰ σωματεῖα	[332, 1423, 522, 1453]
ministry2-paragraph: Συνεπῶς οἱ κατέχοντες ἐν τῇ Παλαιᾷ Ἑλλάδι ἄλας ἄνω τῶν 10 ὀκάδων, ὑποχρεοῦνται ἐντὸς 15 ἡμερῶν ἀπὸ τῆς 20ῆς Μαρτίου ἐ. ἔ. νὰ δηλώσουν εἰς τὸ Ὑπουργεῖον.	[30, 963, 292, 1015]
divider	[30, 1152, 292, 1155]
divider	[564, 1387, 810, 1390]
ad-glavanis-text: Καλλωπιστικοὶ πτωχοὶ ἀμφίσταντες βεντάλιας, Χαλκοσγάρεως, Ὑψηλοτάκων.	[30, 1297, 292, 1323]
column-2a	[302, 694, 552, 2208]
masthead-logo: "ΡΙΖΟΣΠΑΣΤΗΣ"	[34, 64, 288, 95]
column-divider	[815, 64, 816, 2208]
ad-stationery-subtitle: ΤΥΠΟΓΡΑΦΕΙΟΝ ΚΑΙ ΒΙΒΛΙΟΔΕΤΕΙΟΝ	[617, 1418, 757, 1448]
section-trial-title: Η ΔΙΚΗ ΔΙΑ ΤΗΝ ΣΥΝΩΜΟΣΙΑΝ	[564, 1079, 810, 1094]
ad-abezapo-illustration	[313, 1681, 541, 1763]
newspapers-paragraph: Προκειμένου περὶ τῆς ἀρτοποιΐας τῶν νέων ἐργατικῶν κέντρων, εἶναι καιρὸς πλέον νὰ παύσῃ ἡ ἀκρίβεια καὶ ἡ κερδοσκοπία, καὶ νὰ ληφθοῦν μέτρα ὑπὲρ τῶν ἐργαζομένων τάξεων, αἱ ὁποῖαι ὑποφέρουν ἀπὸ τὴν ἐπικρατοῦσαν κατάστασιν.	[302, 767, 552, 846]
newspapers-paragraph: Τὰ ἐργατικὰ σωματεῖα δηλοῦν ὅτι δὲν θὰ ἀνεχθοῦν ἐπὶ πλέον τὴν ἐκμετάλλευσιν αὐτὴν καὶ θὰ ἀγωνισθοῦν μέχρι τέλους.	[302, 849, 552, 888]
ad-abezapo	[302, 1633, 552, 1809]
ad-glavanis-title: ΓΚΛΑΒΑΝΗΣ ΚΑΙ ΚΑΖΑΣΗΣ	[30, 1161, 292, 1176]
article-signature-names: Γ. ΠΑΠΑΝΙΚΟΛΑΟΥ, ΙΔ. ΔΕΚΑΖΑΝΟΣ, ΑΛ. ΧΑΤΖΗΠΑΠΑΔΗΣ	[571, 415, 801, 441]
running-head-rule-right	[855, 36, 1570, 39]
ireland-paragraph: ΡΩΜΗ, 16 (Τηλ.) Τηλεγραφήματα ἀγγέλλουν ἐκ Δουβλίνου ὅτι ἐξερράγησαν ταραχαὶ εἰς διαφόρους πόλεις τῆς Ἰρλανδίας. Φοβοῦνται ὅτι θὰ κηρυχθῇ ἐπανάστασις.	[1078, 639, 1315, 705]
divider	[30, 1375, 292, 1378]
portugal-paragraph: ΡΩΜΗ, 16 (Τηλ.) Τηλεγραφήματα ἐκ Λισσαβῶνος ἀναφέρουν ὅτι ἐξερράγησαν ταραχαὶ ἐν Πορτογαλίᾳ.	[1333, 885, 1570, 924]
